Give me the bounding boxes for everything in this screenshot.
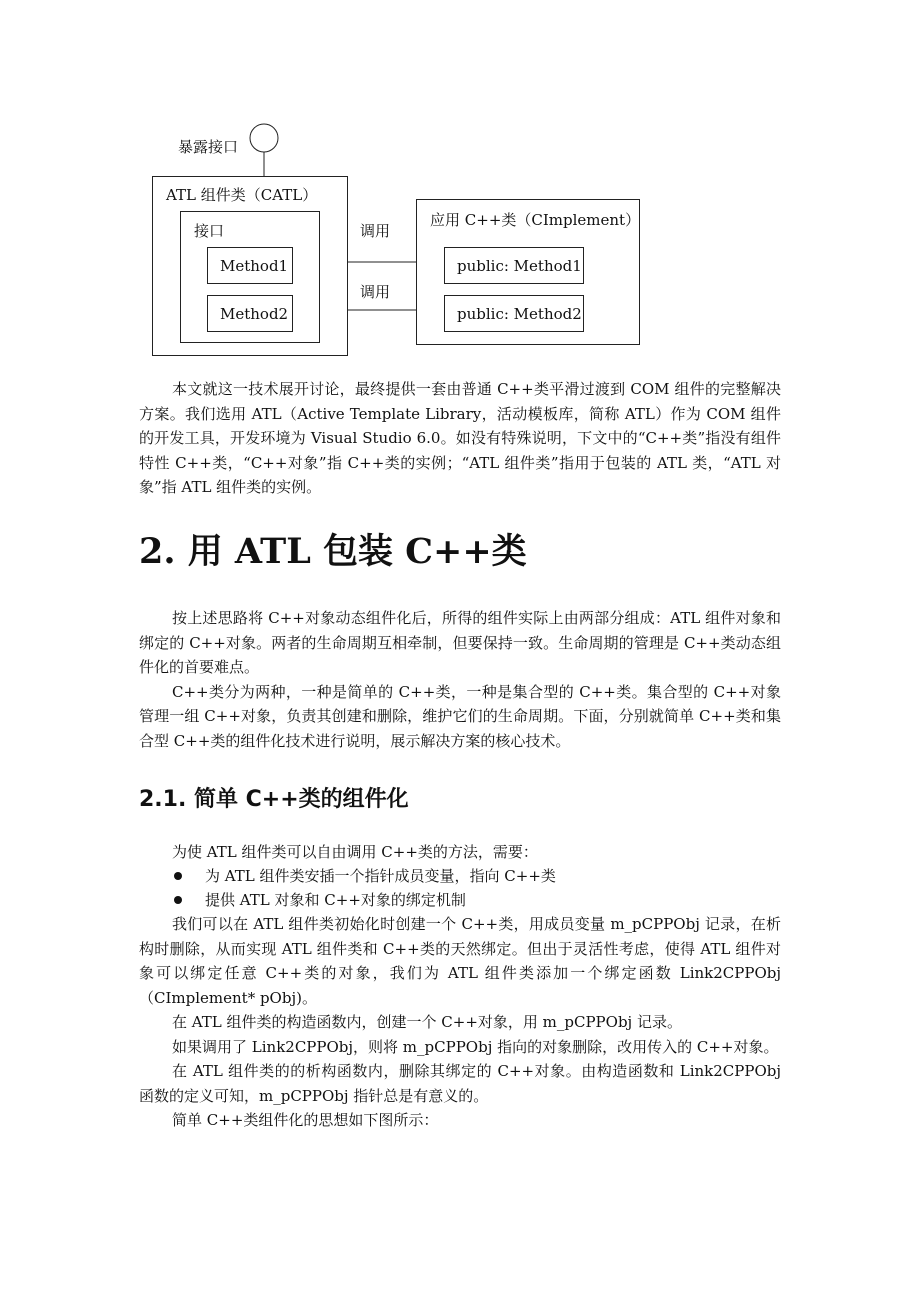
- method1-box: [207, 247, 293, 284]
- bullet-item: 为 ATL 组件类安插一个指针成员变量，指向 C++类: [205, 867, 556, 885]
- interface-box-label: 接口: [194, 222, 225, 240]
- section-heading: 2. 用 ATL 包装 C++类: [139, 531, 527, 572]
- intro-text: 本文就这一技术展开讨论，最终提供一套由普通 C++类平滑过渡到 COM 组件的完整解决方案。我们选用 ATL（Active Template Library，活动模板库，简称 ATL）作为 COM 组件的开发工具，开发环境为 Visual Studio 6.0。如没有特殊说明，下文中的“C++类”指没有组件特性 C++类，“C++对象”指 C++类的实例；“ATL 组件类”指用于包装的 ATL 类，“ATL 对象”指 ATL 组件类的实例。: [139, 380, 781, 496]
- subsection-paragraph: 如果调用了 Link2CPPObj，则将 m_pCPPObj 指向的对象删除，改用传入的 C++对象。: [172, 1037, 779, 1056]
- section-paragraph: C++类分为两种，一种是简单的 C++类，一种是集合型的 C++类。集合型的 C++对象管理一组 C++对象，负责其创建和删除，维护它们的生命周期。下面，分别就简单 C++类和集合型 C++类的组件化技术进行说明，展示解决方案的核心技术。: [139, 682, 781, 750]
- call-label-2: 调用: [360, 283, 391, 301]
- subsection-paragraph: 我们可以在 ATL 组件类初始化时创建一个 C++类，用成员变量 m_pCPPObj 记录，在析构时删除，从而实现 ATL 组件类和 C++类的天然绑定。但出于灵活性考虑，使得 ATL 组件对象可以绑定任意 C++类的对象，我们为 ATL 组件类添加一个绑定函数 Link2CPPObj（CImplement* pObj)。: [139, 915, 781, 1007]
- public-method2-label: public: Method2: [457, 305, 582, 323]
- subsection-paragraph: 在 ATL 组件类的的析构函数内，删除其绑定的 C++对象。由构造函数和 Link2CPPObj 函数的定义可知，m_pCPPObj 指针总是有意义的。: [139, 1062, 781, 1105]
- section-body: [139, 606, 781, 753]
- cpp-class-label: 应用 C++类（CImplement）: [430, 211, 641, 229]
- subsection-paragraph: 在 ATL 组件类的构造函数内，创建一个 C++对象，用 m_pCPPObj 记录。: [172, 1013, 682, 1031]
- call-label-1: 调用: [360, 222, 391, 240]
- subsection-intro: 为使 ATL 组件类可以自由调用 C++类的方法，需要：: [172, 843, 538, 861]
- public-method1-box: [444, 247, 584, 284]
- exposed-interface-label: 暴露接口: [178, 138, 239, 156]
- public-method1-label: public: Method1: [457, 257, 582, 275]
- public-method2-box: [444, 295, 584, 332]
- interface-lollipop-icon: [250, 124, 278, 152]
- subsection-body: [139, 912, 781, 1133]
- bullet-dot-icon: [174, 872, 182, 880]
- bullet-item: 提供 ATL 对象和 C++对象的绑定机制: [205, 891, 466, 909]
- subsection-paragraph: 简单 C++类组件化的思想如下图所示：: [172, 1111, 439, 1129]
- bullet-dot-icon: [174, 896, 182, 904]
- atl-class-label: ATL 组件类（CATL）: [166, 186, 318, 204]
- method1-label: Method1: [220, 257, 289, 275]
- section-paragraph: 按上述思路将 C++对象动态组件化后，所得的组件实际上由两部分组成：ATL 组件对象和绑定的 C++对象。两者的生命周期互相牵制，但要保持一致。生命周期的管理是 C++类动态组件化的首要难点。: [139, 609, 781, 676]
- subsection-heading: 2.1. 简单 C++类的组件化: [139, 787, 409, 812]
- method2-label: Method2: [220, 305, 289, 323]
- intro-paragraph: [139, 377, 781, 500]
- method2-box: [207, 295, 293, 332]
